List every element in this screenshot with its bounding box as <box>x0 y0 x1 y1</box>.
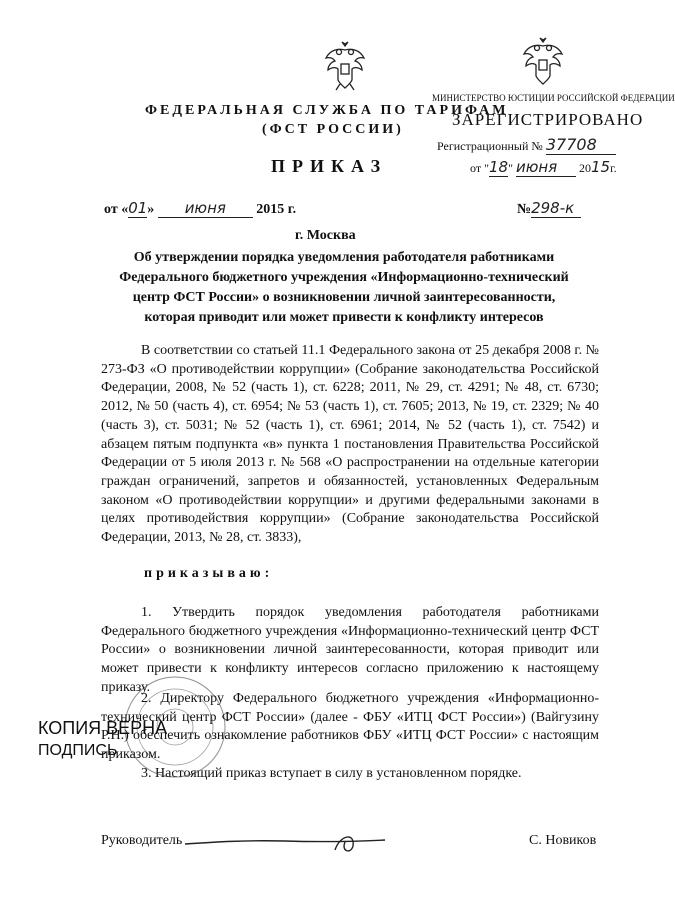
order-word: приказываю: <box>144 566 274 581</box>
registration-date-month: июня <box>516 158 576 177</box>
order-city: г. Москва <box>295 228 356 243</box>
order-date-year: 2015 г. <box>256 202 297 217</box>
order-title <box>100 248 588 328</box>
org-name-line1: ФЕДЕРАЛЬНАЯ СЛУЖБА ПО ТАРИФАМ <box>145 103 509 118</box>
registration-date-suffix: г. <box>610 161 617 175</box>
title-line: Об утверждении порядка уведомления работодателя работниками <box>133 250 555 265</box>
registration-coat-of-arms-icon <box>520 36 566 88</box>
registration-status: ЗАРЕГИСТРИРОВАНО <box>452 110 644 129</box>
document-type: ПРИКАЗ <box>271 156 388 176</box>
copy-stamp-line2: ПОДПИСЬ <box>38 742 118 759</box>
registration-date-prefix: от " <box>470 161 489 175</box>
signature-name: С. Новиков <box>529 833 597 848</box>
order-date-day: 01 <box>128 199 148 217</box>
org-name-line2: (ФСТ РОССИИ) <box>262 122 404 137</box>
registration-date-line: от "18" июня 2015г. <box>470 158 617 176</box>
order-number-value: 298-к <box>531 199 581 218</box>
copy-stamp-line1: КОПИЯ ВЕРНА <box>38 718 168 738</box>
signature-icon <box>185 820 385 860</box>
registration-date-day: 18 <box>488 158 509 176</box>
registration-date-year-suffix: 15 <box>590 158 611 176</box>
order-number <box>517 199 581 218</box>
title-line: центр ФСТ России» о возникновении личной заинтересованности, <box>132 290 556 305</box>
preamble: В соответствии со статьей 11.1 Федерального закона от 25 декабря 2008 г. № 273-ФЗ «О противодействии коррупции» (Собрание законодательства Российской Федерации, 2008, № 52 (часть 1), ст. 6228; 2011, № 29, ст. 4291; № 48, ст. 6730; 2012, № 50 (часть 4), ст. 6954; № 53 (часть 1), ст. 7605; 2013, № 19, ст. 2329; № 40 (часть 3), ст. 5031; № 52 (часть 1), ст. 6961; 2014, № 52 (часть 1), ст. 7542) и абзацем пятым подпункта «в» пункта 1 постановления Правительства Российской Федерации от 5 июля 2013 г. № 568 «О распространении на отдельные категории граждан ограничений, запретов и обязанностей, установленных Федеральным законом «О противодействии коррупции» и другими федеральными законами в целях противодействия коррупции» (Собрание законодательства Российской Федерации, 2013, № 28, ст. 3833), <box>101 343 599 546</box>
order-date-month: июня <box>158 199 253 218</box>
coat-of-arms-icon <box>322 40 368 92</box>
registration-ministry: МИНИСТЕРСТВО ЮСТИЦИИ РОССИЙСКОЙ ФЕДЕРАЦИИ <box>432 93 675 103</box>
title-line: Федерального бюджетного учреждения «Информационно-технический <box>119 270 569 285</box>
order-date-prefix: от « <box>104 202 129 217</box>
order-number-prefix: № <box>517 202 532 217</box>
registration-date-year-prefix: 20 <box>578 161 591 175</box>
order-date: от «01» июня 2015 г. <box>104 199 297 217</box>
signature-position: Руководитель <box>101 833 183 848</box>
order-item-2: 2. Директору Федерального бюджетного учреждения «Информационно-технический центр ФСТ России» (далее - ФБУ «ИТЦ ФСТ России») (Вайгузину Р.Н.) обеспечить ознакомление работников ФБУ «ИТЦ ФСТ России» с настоящим приказом. <box>101 691 599 763</box>
title-line: которая приводит или может привести к конфликту интересов <box>144 310 544 325</box>
registration-number: 37708 <box>546 135 616 155</box>
registration-number-label: Регистрационный № <box>437 139 543 153</box>
order-item-3: 3. Настоящий приказ вступает в силу в установленном порядке. <box>141 766 522 781</box>
registration-number-line <box>437 135 616 155</box>
order-item-1: 1. Утвердить порядок уведомления работодателя работниками Федерального бюджетного учреждения «Информационно-технический центр ФСТ России» о возникновении личной заинтересованности, которая приводит или может привести к конфликту интересов согласно приложению к настоящему приказу. <box>101 605 599 695</box>
